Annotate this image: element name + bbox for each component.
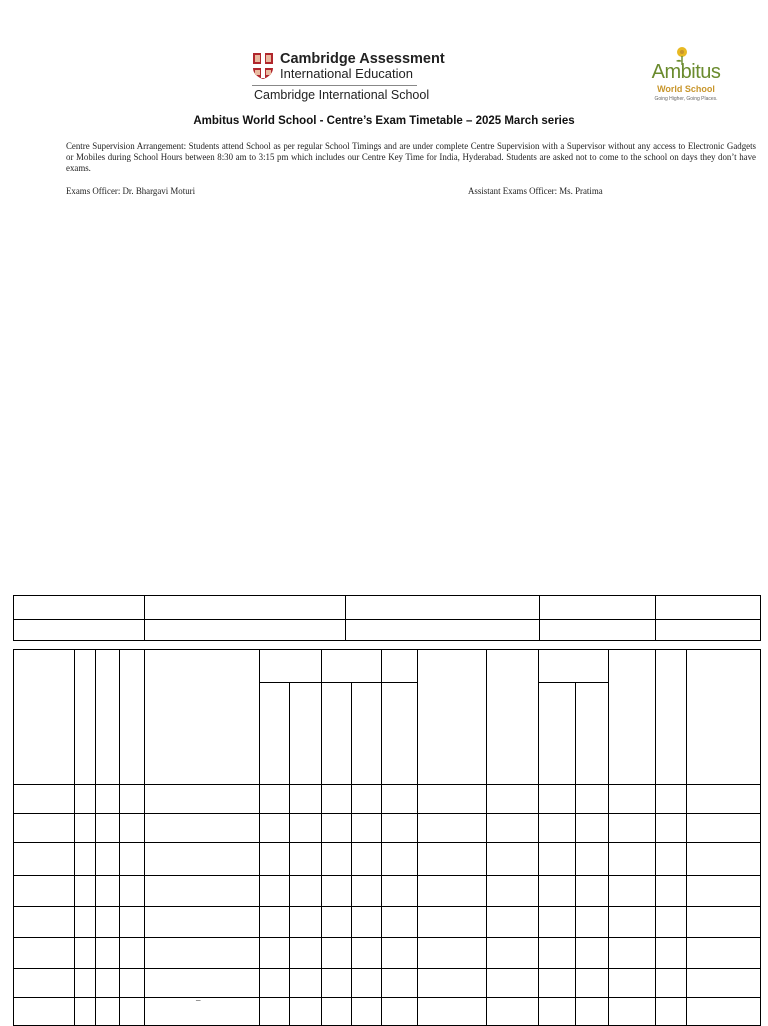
table-cell: [351, 875, 382, 907]
header-cell: [417, 649, 487, 785]
table-cell: [381, 968, 418, 998]
table-cell: [119, 997, 145, 1026]
page-title: Ambitus World School - Centre’s Exam Timetable – 2025 March series: [193, 115, 575, 127]
info-cell: [144, 619, 346, 641]
table-cell: [575, 937, 609, 969]
table-cell: [486, 968, 539, 998]
header-group-cell: [381, 649, 418, 683]
table-cell: [686, 842, 761, 876]
table-cell: [608, 784, 656, 814]
cambridge-logo: [252, 51, 445, 104]
cambridge-shield-icon: [252, 52, 274, 80]
info-cell: [655, 619, 761, 641]
table-cell: [144, 842, 260, 876]
table-cell: [381, 842, 418, 876]
table-cell: [575, 968, 609, 998]
table-cell: [95, 968, 120, 998]
table-cell: [289, 937, 322, 969]
table-cell: [351, 784, 382, 814]
table-cell: [655, 813, 687, 843]
table-cell: [13, 813, 75, 843]
table-cell: [144, 875, 260, 907]
table-cell: [321, 842, 352, 876]
table-cell: [686, 906, 761, 938]
info-cell: [655, 595, 761, 620]
table-cell: [95, 997, 120, 1026]
header-sub-cell: [259, 682, 290, 785]
info-cell: [345, 595, 540, 620]
table-cell: [686, 968, 761, 998]
table-cell: [381, 997, 418, 1026]
table-cell: [95, 906, 120, 938]
table-cell: [417, 784, 487, 814]
table-cell: [119, 842, 145, 876]
header-sub-cell: [538, 682, 576, 785]
table-cell: [321, 784, 352, 814]
table-cell: [95, 784, 120, 814]
table-cell: [289, 813, 322, 843]
table-cell: [575, 842, 609, 876]
info-cell: [13, 619, 145, 641]
assistant-exams-officer: Assistant Exams Officer: Ms. Pratima: [468, 186, 603, 196]
table-cell: [321, 997, 352, 1026]
table-cell: [417, 968, 487, 998]
supervision-paragraph: Centre Supervision Arrangement: Students attend School as per regular School Timings and are under complete Centre Supervision with a Supervisor without any access to Electronic Gadgets or Mobiles during School Hours between 8:30 am to 3:15 pm which includes our Centre Key Time for India, Hyderabad. Students are asked not to come to the school on days they don’t have exams.: [66, 141, 756, 173]
table-cell: [13, 937, 75, 969]
table-cell: [486, 906, 539, 938]
header-sub-cell: [381, 682, 418, 785]
table-cell: [119, 784, 145, 814]
table-cell: [686, 784, 761, 814]
table-cell: [289, 842, 322, 876]
table-cell: [655, 968, 687, 998]
table-cell: [575, 784, 609, 814]
table-cell: [417, 906, 487, 938]
table-cell: [417, 997, 487, 1026]
table-cell: [74, 875, 96, 907]
table-cell: [486, 997, 539, 1026]
table-cell: [95, 937, 120, 969]
header-cell: [486, 649, 539, 785]
table-cell: [608, 968, 656, 998]
table-cell: [381, 875, 418, 907]
table-cell: [608, 997, 656, 1026]
cambridge-logo-line3: Cambridge International School: [254, 88, 430, 102]
table-cell: [144, 784, 260, 814]
ambitus-logo-name: Ambitus: [651, 61, 721, 83]
table-cell: [119, 906, 145, 938]
header-cell: [608, 649, 656, 785]
table-cell: [486, 937, 539, 969]
table-cell: [321, 937, 352, 969]
table-cell: [538, 784, 576, 814]
table-cell: [608, 906, 656, 938]
table-cell: [289, 784, 322, 814]
table-cell: [259, 813, 290, 843]
table-cell: [655, 997, 687, 1026]
table-cell: [321, 875, 352, 907]
table-cell: [608, 875, 656, 907]
table-cell: [686, 937, 761, 969]
table-cell: [74, 842, 96, 876]
table-cell: [655, 937, 687, 969]
header-sub-cell: [575, 682, 609, 785]
table-cell: [608, 813, 656, 843]
table-cell: [289, 906, 322, 938]
table-cell: [289, 875, 322, 907]
table-cell: [289, 968, 322, 998]
table-cell: [119, 937, 145, 969]
table-cell: [538, 875, 576, 907]
cambridge-logo-divider: [252, 85, 417, 86]
table-cell: [417, 937, 487, 969]
table-cell: [608, 937, 656, 969]
table-cell: [351, 937, 382, 969]
header-cell: [74, 649, 96, 785]
info-cell: [144, 595, 346, 620]
table-cell: [351, 906, 382, 938]
table-cell: [289, 997, 322, 1026]
exam-timetable-table: [13, 649, 761, 1024]
table-cell: [381, 937, 418, 969]
header-info-table: [13, 595, 761, 641]
table-cell: [486, 813, 539, 843]
header-group-cell: [538, 649, 609, 683]
header-sub-cell: [351, 682, 382, 785]
header-cell: [13, 649, 75, 785]
table-cell: [538, 997, 576, 1026]
table-cell: [74, 813, 96, 843]
ambitus-logo-tagline: Going Higher, Going Places.: [654, 96, 718, 102]
table-cell: [259, 842, 290, 876]
table-cell: [144, 968, 260, 998]
header-group-cell: [321, 649, 382, 683]
table-cell: [13, 784, 75, 814]
table-cell: [686, 997, 761, 1026]
table-cell: [486, 784, 539, 814]
table-cell: [95, 813, 120, 843]
table-cell: [381, 813, 418, 843]
table-cell: [575, 997, 609, 1026]
table-cell: [351, 968, 382, 998]
table-cell: [13, 997, 75, 1026]
table-cell: [144, 813, 260, 843]
table-cell: [144, 997, 260, 1026]
table-cell: [486, 842, 539, 876]
footer-mark: –: [196, 995, 201, 1005]
table-cell: [351, 813, 382, 843]
table-cell: [321, 813, 352, 843]
info-cell: [345, 619, 540, 641]
table-cell: [575, 875, 609, 907]
table-cell: [575, 813, 609, 843]
table-cell: [95, 875, 120, 907]
table-cell: [538, 813, 576, 843]
table-cell: [259, 968, 290, 998]
table-cell: [351, 842, 382, 876]
table-cell: [119, 813, 145, 843]
table-cell: [538, 968, 576, 998]
table-cell: [259, 937, 290, 969]
header-cell: [95, 649, 120, 785]
cambridge-logo-line2: International Education: [280, 66, 413, 81]
table-cell: [686, 813, 761, 843]
table-cell: [655, 875, 687, 907]
table-cell: [144, 937, 260, 969]
table-cell: [95, 842, 120, 876]
table-cell: [417, 842, 487, 876]
exams-officer: Exams Officer: Dr. Bhargavi Moturi: [66, 186, 196, 196]
info-cell: [539, 619, 656, 641]
header-group-cell: [259, 649, 322, 683]
table-cell: [119, 875, 145, 907]
header-cell: [686, 649, 761, 785]
table-cell: [74, 784, 96, 814]
table-cell: [74, 997, 96, 1026]
table-cell: [381, 906, 418, 938]
table-cell: [538, 906, 576, 938]
table-cell: [486, 875, 539, 907]
header-sub-cell: [321, 682, 352, 785]
info-cell: [539, 595, 656, 620]
table-cell: [259, 784, 290, 814]
table-cell: [608, 842, 656, 876]
table-cell: [13, 906, 75, 938]
table-cell: [538, 937, 576, 969]
table-cell: [351, 997, 382, 1026]
table-cell: [417, 813, 487, 843]
header-sub-cell: [289, 682, 322, 785]
table-cell: [321, 968, 352, 998]
table-cell: [13, 968, 75, 998]
table-cell: [74, 937, 96, 969]
table-cell: [259, 906, 290, 938]
table-cell: [74, 968, 96, 998]
table-cell: [119, 968, 145, 998]
table-cell: [655, 784, 687, 814]
table-cell: [538, 842, 576, 876]
table-cell: [686, 875, 761, 907]
table-cell: [259, 875, 290, 907]
table-cell: [13, 842, 75, 876]
table-cell: [575, 906, 609, 938]
header-cell: [144, 649, 260, 785]
table-cell: [259, 997, 290, 1026]
table-cell: [381, 784, 418, 814]
table-cell: [655, 906, 687, 938]
table-cell: [321, 906, 352, 938]
table-cell: [13, 875, 75, 907]
cambridge-logo-line1: Cambridge Assessment: [280, 51, 445, 67]
header-cell: [655, 649, 687, 785]
table-cell: [417, 875, 487, 907]
ambitus-logo: [646, 46, 730, 106]
table-cell: [74, 906, 96, 938]
header-cell: [119, 649, 145, 785]
table-cell: [655, 842, 687, 876]
info-cell: [13, 595, 145, 620]
ambitus-logo-subtitle: World School: [657, 84, 715, 94]
table-cell: [144, 906, 260, 938]
